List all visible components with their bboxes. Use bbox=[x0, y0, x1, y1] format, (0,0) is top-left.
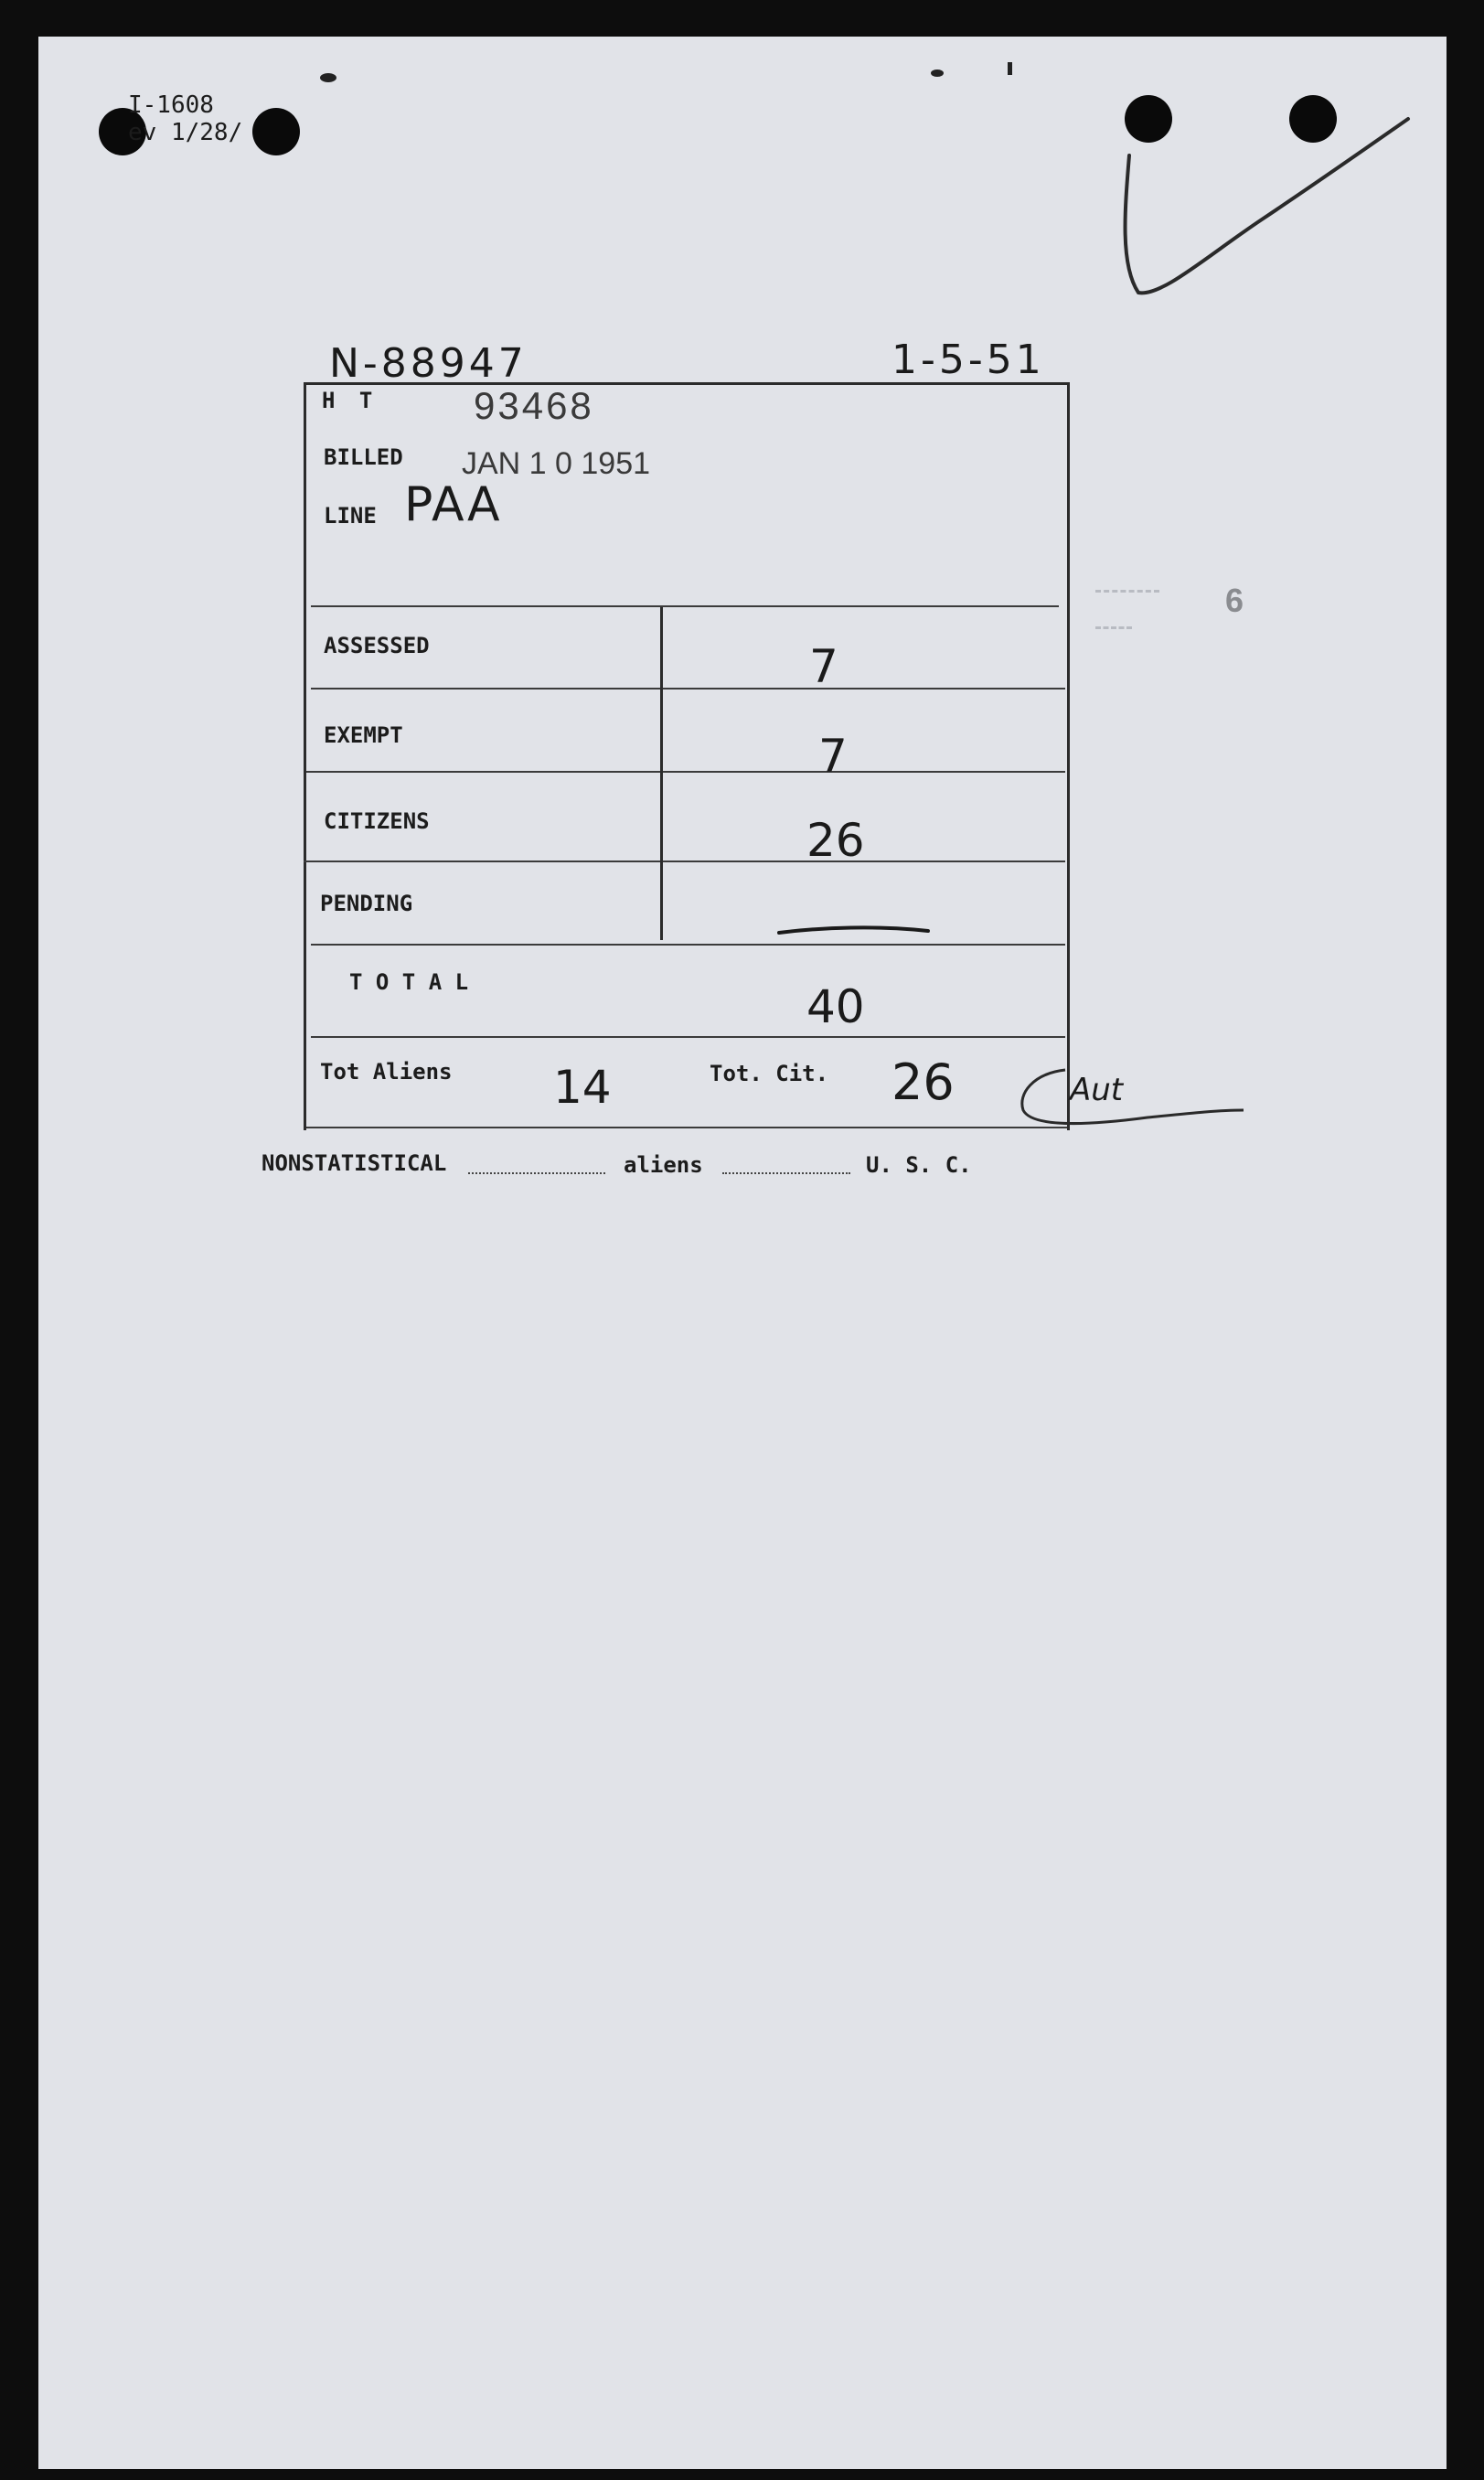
check-mark bbox=[1106, 110, 1417, 311]
card-rule bbox=[306, 771, 1065, 773]
nonstatistical-blank bbox=[468, 1172, 605, 1174]
card-rule bbox=[311, 1036, 1065, 1038]
nonstatistical-label: NONSTATISTICAL bbox=[262, 1150, 447, 1176]
line-label: LINE bbox=[324, 503, 377, 529]
speck-mark bbox=[931, 69, 944, 77]
aliens-blank bbox=[722, 1172, 850, 1174]
card-date: 1-5-51 bbox=[891, 337, 1045, 383]
assessed-value: 7 bbox=[809, 640, 838, 693]
card-rule bbox=[306, 1127, 1067, 1128]
pending-label: PENDING bbox=[320, 891, 413, 916]
tot-aliens-value: 14 bbox=[553, 1061, 612, 1114]
usc-label: U. S. C. bbox=[866, 1152, 972, 1178]
citizens-label: CITIZENS bbox=[324, 808, 430, 834]
faint-dash bbox=[1095, 590, 1159, 593]
pending-dash-mark bbox=[777, 920, 933, 938]
exempt-label: EXEMPT bbox=[324, 722, 403, 748]
billed-label: BILLED bbox=[324, 444, 403, 470]
speck-mark bbox=[320, 73, 336, 82]
tot-cit-label: Tot. Cit. bbox=[710, 1061, 829, 1086]
aliens-label: aliens bbox=[624, 1152, 703, 1178]
card-rule bbox=[311, 944, 1065, 946]
tot-cit-value: 26 bbox=[891, 1053, 955, 1111]
billed-date-stamp: JAN 1 0 1951 bbox=[462, 446, 651, 481]
total-value: 40 bbox=[806, 980, 865, 1033]
card-rule bbox=[304, 861, 1065, 862]
total-label: T O T A L bbox=[349, 969, 469, 995]
ht-label: H T bbox=[322, 388, 379, 413]
side-mark: 6 bbox=[1225, 582, 1244, 619]
form-number: I-1608 bbox=[128, 91, 214, 119]
initials: Aut bbox=[1070, 1072, 1124, 1108]
card-rule bbox=[311, 605, 1059, 607]
exempt-value: 7 bbox=[818, 730, 848, 783]
card-rule bbox=[311, 688, 1065, 689]
assessed-label: ASSESSED bbox=[324, 633, 430, 658]
initials-loop bbox=[1010, 1061, 1248, 1134]
column-divider bbox=[660, 607, 663, 940]
tot-aliens-label: Tot Aliens bbox=[320, 1059, 453, 1085]
ht-number: 93468 bbox=[474, 384, 594, 427]
line-value: PAA bbox=[404, 477, 502, 532]
faint-dash bbox=[1095, 626, 1132, 629]
file-number: N-88947 bbox=[329, 340, 528, 387]
form-revision: ev 1/28/ bbox=[128, 119, 243, 146]
citizens-value: 26 bbox=[806, 814, 865, 867]
speck-mark bbox=[1008, 62, 1012, 75]
punch-hole bbox=[252, 108, 300, 155]
